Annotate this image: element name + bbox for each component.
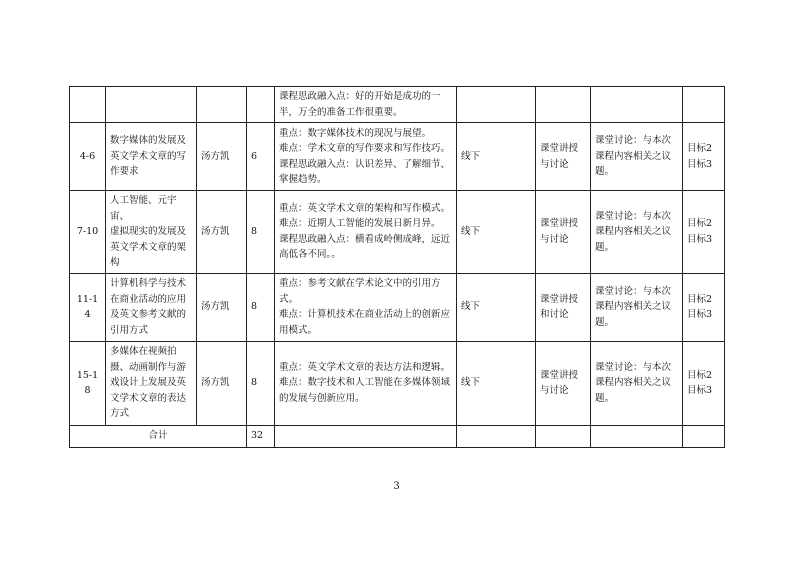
method-cell: 课堂讲授与讨论 xyxy=(536,123,591,191)
week-cell xyxy=(70,87,106,123)
method-cell: 课堂讲授与讨论 xyxy=(536,191,591,274)
goal-cell-line: 目标2 xyxy=(687,293,713,305)
content-cell xyxy=(275,123,457,191)
content-cell-line: 课程思政融入点：横看成岭侧成峰，远近高低各不同。。 xyxy=(279,233,451,261)
total-row xyxy=(70,425,725,447)
topic-cell-line: 引用方式 xyxy=(110,324,149,336)
teacher-cell: 汤方凯 xyxy=(197,191,247,274)
topic-cell xyxy=(106,341,197,425)
method-cell: 课堂讲授和讨论 xyxy=(536,273,591,341)
topic-cell xyxy=(106,273,197,341)
topic-cell xyxy=(106,123,197,191)
page-number: 3 xyxy=(393,481,400,492)
goal-cell-line: 目标3 xyxy=(687,233,713,245)
content-cell-line: 难点：计算机技术在商业活动上的创新应用模式。 xyxy=(279,309,451,336)
week-cell: 4-6 xyxy=(70,123,106,191)
topic-cell-line: 文学术文章的表达 xyxy=(110,392,187,404)
content-cell-line: 难点：近期人工智能的发展日新月异。 xyxy=(279,218,441,230)
empty-cell xyxy=(683,425,725,447)
homework-cell: 课堂讨论：与本次课程内容相关之议题。 xyxy=(591,123,683,191)
empty-cell xyxy=(536,425,591,447)
mode-cell: 线下 xyxy=(457,273,536,341)
goal-cell-line: 目标3 xyxy=(687,309,713,320)
topic-cell-line: 摄、动画制作与游 xyxy=(110,361,187,373)
hours-cell: 8 xyxy=(247,273,275,341)
topic-cell-line: 及英文参考文献的 xyxy=(110,309,187,320)
content-cell-line: 课程思政融入点：认识差异、了解细节、掌握趋势。 xyxy=(279,158,451,185)
empty-cell xyxy=(591,425,683,447)
hours-cell xyxy=(247,87,275,123)
content-cell-line: 重点：英文学术文章的架构和写作模式。 xyxy=(279,202,451,214)
goal-cell xyxy=(683,123,725,191)
week-cell: 11-14 xyxy=(70,273,106,341)
empty-cell xyxy=(457,425,536,447)
content-cell xyxy=(275,341,457,425)
topic-cell-line: 人工智能、元宇宙、 xyxy=(110,195,177,222)
goal-cell-line: 目标2 xyxy=(687,218,713,230)
table-row xyxy=(70,87,725,123)
teacher-cell xyxy=(197,87,247,123)
topic-cell-line: 英文学术文章的写 xyxy=(110,150,187,162)
table-row xyxy=(70,273,725,341)
content-cell-line: 重点：数字媒体技术的现况与展望。 xyxy=(279,127,432,139)
goal-cell-line: 目标3 xyxy=(687,385,713,396)
topic-cell-line: 计算机科学与技术 xyxy=(110,278,187,289)
mode-cell: 线下 xyxy=(457,123,536,191)
table-row xyxy=(70,191,725,274)
content-cell xyxy=(275,273,457,341)
content-cell-line: 课程思政融入点：好的开始是成功的一半，万全的准备工作很重要。 xyxy=(279,91,441,118)
topic-cell-line: 多媒体在视频拍 xyxy=(110,346,177,358)
teacher-cell: 汤方凯 xyxy=(197,341,247,425)
homework-cell: 课堂讨论：与本次课程内容相关之议题。 xyxy=(591,191,683,274)
goal-cell-line: 目标2 xyxy=(687,369,713,381)
goal-cell-line: 目标3 xyxy=(687,158,713,170)
topic-cell xyxy=(106,87,197,123)
week-cell: 15-18 xyxy=(70,341,106,425)
goal-cell xyxy=(683,273,725,341)
content-cell xyxy=(275,191,457,274)
content-cell-line: 难点：学术文章的写作要求和写作技巧。 xyxy=(279,143,451,154)
hours-cell: 6 xyxy=(247,123,275,191)
topic-cell xyxy=(106,191,197,274)
content-cell-line: 重点：参考文献在学术论文中的引用方式。 xyxy=(279,278,441,305)
table-row xyxy=(70,123,725,191)
content-cell-line: 重点：英文学术文章的表达方法和逻辑。 xyxy=(279,361,451,373)
teacher-cell: 汤方凯 xyxy=(197,273,247,341)
content-cell-line: 难点：数字技术和人工智能在多媒体领域的发展与创新应用。 xyxy=(279,377,451,404)
topic-cell-line: 虚拟现实的发展及 xyxy=(110,226,187,237)
content-cell xyxy=(275,87,457,123)
mode-cell xyxy=(457,87,536,123)
teaching-plan-table xyxy=(69,86,725,448)
goal-cell xyxy=(683,191,725,274)
table-body xyxy=(70,87,725,448)
topic-cell-line: 数字媒体的发展及 xyxy=(110,135,187,147)
method-cell xyxy=(536,87,591,123)
homework-cell xyxy=(591,87,683,123)
total-hours: 32 xyxy=(247,425,275,447)
topic-cell-line: 英文学术文章的架 xyxy=(110,241,187,253)
topic-cell-line: 方式 xyxy=(110,408,130,420)
topic-cell-line: 作要求 xyxy=(110,166,139,178)
total-label: 合计 xyxy=(70,425,247,447)
topic-cell-line: 戏设计上发展及英 xyxy=(110,377,187,389)
empty-cell xyxy=(275,425,457,447)
topic-cell-line: 在商业活动的应用 xyxy=(110,293,187,305)
hours-cell: 8 xyxy=(247,341,275,425)
mode-cell: 线下 xyxy=(457,191,536,274)
goal-cell xyxy=(683,87,725,123)
table-row xyxy=(70,341,725,425)
topic-cell-line: 构 xyxy=(110,257,120,268)
hours-cell: 8 xyxy=(247,191,275,274)
week-cell: 7-10 xyxy=(70,191,106,274)
method-cell: 课堂讲授与讨论 xyxy=(536,341,591,425)
homework-cell: 课堂讨论：与本次课程内容相关之议题。 xyxy=(591,273,683,341)
goal-cell-line: 目标2 xyxy=(687,143,713,154)
goal-cell xyxy=(683,341,725,425)
mode-cell: 线下 xyxy=(457,341,536,425)
teacher-cell: 汤方凯 xyxy=(197,123,247,191)
homework-cell: 课堂讨论：与本次课程内容相关之议题。 xyxy=(591,341,683,425)
